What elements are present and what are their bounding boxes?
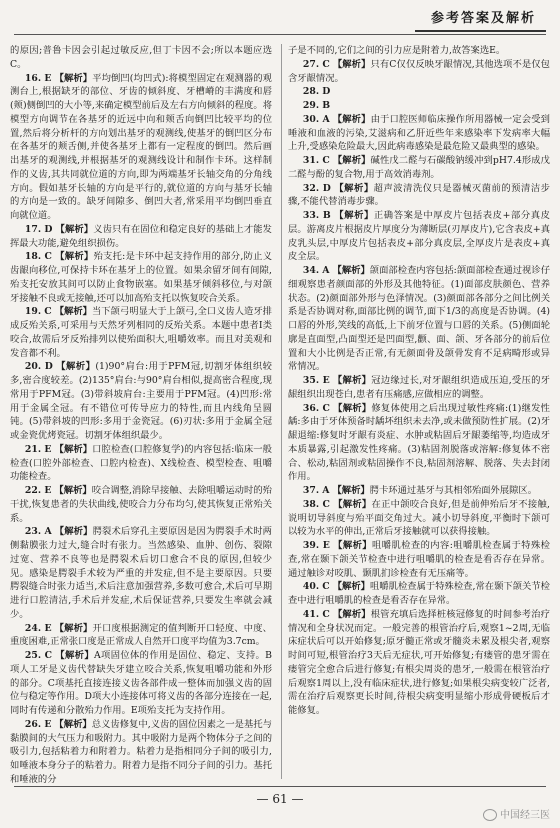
answer-paragraph [10, 72, 272, 223]
answer-paragraph [288, 374, 550, 402]
answer-paragraph [288, 99, 550, 113]
answer-text: A项固位体的作用是固位、稳定、支持。B项人工牙是义齿代替缺失牙建立咬合关系,恢复咀嚼功能和外形的部分。C项基托直接连接义齿各部件成一整体而加强义齿的固位与稳定等作用。D项大小连接体可将义齿的各部分连接在一起,同时有传递和分散殆力作用。E项殆支托为支持作用。 [10, 650, 272, 716]
answer-number: 17. D [24, 223, 53, 235]
answer-text: 当下颌弓明显大于上颌弓,全口义齿人造牙排成反殆关系,可采用与天然牙列相同的反殆关系。本题中患者Ⅰ类咬合,故需后牙反殆排列以使殆面积大,咀嚼效率。而且对美观和发音都不利。 [10, 306, 272, 359]
answer-paragraph [288, 580, 550, 608]
answer-number: 20. D [24, 361, 53, 373]
analysis-tag: 【解析】 [55, 223, 94, 235]
analysis-tag: 【解析】 [54, 485, 92, 496]
answer-paragraph [10, 484, 272, 525]
answer-number: 25. C [24, 650, 53, 661]
header-rule [14, 34, 546, 35]
answer-paragraph [10, 525, 272, 621]
answer-text: 腭卡环通过基牙与其相邻殆面外展隙区。 [369, 485, 538, 496]
page-number-value: 61 [272, 792, 288, 806]
analysis-tag: 【解析】 [54, 622, 93, 634]
answer-text: 超声波清洗仪只是器械灭菌前的预清洁步骤,不能代替消毒步骤。 [288, 182, 550, 208]
analysis-tag: 【解析】 [334, 210, 374, 221]
answer-text: 开口度根据测定的值判断开口轻度、中度、重度困难,正常张口度是正常成人自然开口度平均值为3.7cm。 [10, 622, 272, 648]
analysis-tag: 【解析】 [332, 608, 371, 620]
answer-paragraph [10, 360, 272, 443]
answer-paragraph [10, 250, 272, 305]
answer-number: 23. A [24, 526, 52, 538]
answer-text: 总义齿修复中,义齿的固位因素之一是基托与黏膜间的大气压力和吸附力。其中吸附力是两个物体分子之间的吸引力,包括粘着力和附着力。粘着力是指相同分子间的吸引力,如唾液本身分子的粘着力。附着力是指不同分子间的引力。基托和唾液的分 [10, 718, 272, 785]
analysis-tag: 【解析】 [333, 540, 373, 551]
answer-paragraph [10, 44, 272, 72]
answer-text: 殆支托:是卡环中起支持作用的部分,防止义齿龈向移位,可保持卡环在基牙上的位置。如果余留牙间有间隙,殆支托安放其间可以防止食物嵌塞。如果基牙倾斜移位,与对颌牙接触不良或无接触,还可以加高殆支托以恢复咬合关系。 [10, 251, 272, 304]
answer-number: 41. C [302, 608, 330, 620]
answer-text: 只有C仅仅反映牙龈情况,其他选项不是仅包含牙龈情况。 [288, 58, 550, 84]
column-divider [281, 44, 282, 779]
answer-number: 30. A [302, 113, 330, 125]
page-number: — 61 — [256, 792, 304, 806]
answer-paragraph [288, 264, 550, 374]
answer-paragraph [288, 182, 550, 210]
answer-paragraph [288, 539, 550, 580]
answer-number: 21. E [24, 443, 52, 455]
answer-number: 40. C [302, 581, 330, 593]
answer-number: 27. C [302, 58, 330, 70]
answer-number: 36. C [302, 402, 330, 414]
answer-number: 37. A [302, 485, 330, 496]
answer-number: 16. E [24, 72, 52, 84]
answer-number: 31. C [302, 155, 330, 166]
analysis-tag: 【解析】 [55, 251, 94, 263]
answer-text: 义齿只有在固位和稳定良好的基础上才能发挥最大功能,避免组织损伤。 [10, 223, 272, 249]
answer-number: 33. B [302, 210, 331, 221]
answer-text: 碱性戊二醛与石碳酸钠缓冲到pH7.4形成戊二醛与酚的复合物,用于高效消毒剂。 [288, 155, 550, 180]
answer-text: 咀嚼肌检查的内容:咀嚼肌检查属于特殊检查,常在颞下颌关节检查中进行咀嚼肌的检查是看否存在异常。通过触诊对咬肌、颞肌扪诊检查有无压痛等。 [288, 540, 550, 579]
answer-paragraph [288, 113, 550, 154]
answer-text: 的原因;普鲁卡因会引起过敏反应,但丁卡因不会;所以本题应选C。 [10, 45, 272, 70]
answer-paragraph [288, 484, 550, 498]
answer-paragraph [288, 608, 550, 718]
answer-number: 22. E [24, 485, 52, 496]
answer-text: 腭裂术后穿孔主要原因是因为腭裂手术时两侧黏膜张力过大,缝合时有张力。当然感染、血肿、创伤、裂隙过宽、营养不良等也是腭裂术后切口愈合不良的原因,但较少见。感染是腭裂手术较为严重的并发症,但不是主要原因。只要腭裂缝合时张力适当,术后注意加强营养,多数可愈合,术后可早期进行口腔清洁,手术后并发症,术后保证营养,只要发生率就会减少。 [10, 526, 272, 620]
answer-paragraph [288, 402, 550, 485]
answer-number: 34. A [302, 265, 330, 276]
answer-paragraph [10, 718, 272, 787]
answer-paragraph [10, 443, 272, 484]
answer-paragraph [288, 498, 550, 539]
answer-paragraph [10, 622, 272, 650]
answer-number: 38. C [302, 498, 330, 510]
analysis-tag: 【解析】 [56, 361, 96, 373]
right-column [288, 44, 550, 779]
answer-text: 由于口腔医师临床操作所用器械一定会受到唾液和血液的污染,艾滋病和乙肝近些年来感染率下发病率大幅上升,受感染危险最大,因此病毒感染是最危险又最典型的感染。 [288, 113, 550, 153]
answer-paragraph [288, 154, 550, 182]
analysis-tag: 【解析】 [332, 113, 371, 125]
analysis-tag: 【解析】 [334, 182, 374, 194]
answer-paragraph [10, 305, 272, 360]
answer-text: 子是不同的,它们之间的引力应是附着力,故答案选E。 [288, 45, 506, 56]
answer-text: 口腔检查(口腔修复学)的内容包括:临床一般检查(口腔外部检查、口腔内检查)、X线检查、模型检查、咀嚼功能检查。 [10, 443, 272, 483]
answer-text: 在正中颌咬合良好,但是前伸殆后牙不接触,说明切导斜度与殆平面交角过大。减小切导斜度,平衡时下颌可以较为水平的伸出,正常后牙接触就可以获得接触。 [288, 498, 550, 538]
answer-number: 24. E [24, 622, 52, 634]
answer-text: 咬合调整,消除早接触、去除咀嚼运动时的殆干扰,恢复患者的失状曲线,使咬合力分布均匀,使其恢复正常殆关系。 [10, 485, 272, 524]
answer-paragraph [288, 209, 550, 264]
answer-paragraph [288, 85, 550, 99]
analysis-tag: 【解析】 [332, 485, 370, 496]
analysis-tag: 【解析】 [333, 498, 372, 510]
analysis-tag: 【解析】 [54, 443, 93, 455]
left-column [10, 44, 272, 785]
answer-paragraph [10, 223, 272, 251]
analysis-tag: 【解析】 [54, 72, 93, 84]
answer-text: 冠边缘过长,对牙龈组织造成压迫,受压的牙龈组织出现苍白,患者有压痛感,应做相应的调整。 [288, 375, 550, 400]
analysis-tag: 【解析】 [332, 375, 372, 386]
answer-text: 修复体使用之后出现过敏性疼痛:(1)继发性龋:多由于牙体预备时龋坏组织未去净,或未做预防性扩展。(2)牙龈退缩:修复时牙龈有炎症、水肿或粘固后牙龈萎缩等,均造成牙本质暴露,引起激发性疼痛。(3)粘固剂脱落或溶解:修复体不密合、松动,粘固剂或粘固操作不良,粘固剂溶解、脱落、失去封闭作用。 [288, 402, 550, 483]
analysis-tag: 【解析】 [54, 526, 93, 538]
answer-number: 39. E [302, 540, 330, 551]
answer-number: 28. D [302, 86, 331, 98]
answer-text: 颌面部检查内容包括:颌面部检查通过视诊仔细观察患者颜面部的外形及其他特征。(1)面部皮肤颜色、营养状态。(2)颜面部外形与色泽情况。(3)颜面部各部分之间比例关系是否协调对称,面部比例的调节,面下1/3的高度是否协调。(4)口唇的外形,笑线的高低,上下前牙位置与口唇的关系。(5)侧面轮廓是直面型,凸面型还是凹面型,颧、面、颌、牙各部分的前后位置和大小比例是否正常,有无颜面骨及颌骨发育不足病畸形或异常情况。 [288, 265, 550, 373]
watermark [483, 806, 550, 821]
analysis-tag: 【解析】 [332, 265, 370, 276]
wechat-icon [483, 809, 497, 821]
header-title: 参考答案及解析 [415, 8, 546, 32]
analysis-tag: 【解析】 [54, 306, 92, 318]
analysis-tag: 【解析】 [55, 650, 94, 661]
answer-number: 19. C [24, 306, 52, 318]
answer-paragraph [288, 44, 550, 58]
analysis-tag: 【解析】 [332, 581, 370, 593]
answer-text: 平均倒凹(均凹式):将模型固定在观测器的观测台上,根据缺牙的部位、牙齿的倾斜度、牙槽嵴的丰满度和唇(颊)侧倒凹的大小等,来确定模型前后及左右方向倾斜的程度。将模型方向调节在各基牙的近远中向和颊舌向倒凹比较平均的位置,然后将分析杆的方向划出基牙的观测线,使基牙的倒凹区分布在各基牙的颊舌侧,并使各基牙上都有一定程度的倒凹。然后画出基牙的观测线,并根据基牙的观测线设计和制作卡环。这样制作的义齿,其共同就位道的方向,即为两端基牙长轴交角的分角线方向。假如基牙长轴的方向是平行的,就位道的方向与基牙长轴的方向是一致的。缺牙间隙多、倒凹大者,常采用平均倒凹垂直向就位道。 [10, 72, 272, 221]
answer-number: 18. C [24, 251, 52, 263]
answer-text: 咀嚼肌检查属于特殊检查,常在颞下颌关节检查中进行咀嚼肌的检查是看否存在异常。 [288, 581, 550, 606]
watermark-text: 中国经三医 [500, 810, 550, 821]
answer-number: 32. D [302, 182, 331, 194]
answer-number: 26. E [24, 718, 52, 730]
answer-text: 正确答案是中厚皮片包括表皮+部分真皮层。游离皮片根据皮片厚度分为薄断层(刃厚皮片),它含表皮+真皮乳头层,中厚皮片包括表皮+部分真皮层,全厚皮片是表皮+真皮全层。 [288, 210, 550, 263]
answer-text: 根管充填后选择桩核冠修复的时间参考治疗情况和全身状况而定。一般完善的根管治疗后,观察1~2周,无临床症状后可以开始修复;原牙髓正常或牙髓炎未累及根尖者,观察时间可短,根管治疗3天后无症状,可开始修复;有瘘管的患牙需在瘘管完全愈合后进行修复;有根尖周炎的患牙,一般需在根管治疗后观察1周以上,没有临床症状,进行修复;如果根尖病变较广泛者,需在治疗后观察更长时间,待根尖病变明显缩小形成骨硬板后才能修复。 [288, 608, 550, 716]
analysis-tag: 【解析】 [332, 155, 371, 166]
answer-paragraph [288, 58, 550, 86]
analysis-tag: 【解析】 [333, 402, 372, 414]
answer-paragraph [10, 649, 272, 718]
analysis-tag: 【解析】 [54, 718, 92, 730]
analysis-tag: 【解析】 [332, 58, 371, 70]
answer-number: 29. B [302, 100, 331, 111]
answer-number: 35. E [302, 375, 330, 386]
footer-rule [14, 786, 546, 787]
answer-text: (1)90°肩台:用于PFM冠,切割牙体组织较多,密合度较差。(2)135°肩台:与90°肩台相似,提高密合程度,现常用于PFM冠。(3)带斜坡肩台:主要用于PFM冠。(4)凹形:常用于金属全冠。有不错位可传导应力的特性,而且内线角呈圆钝。(5)带斜坡的凹形:多用于金瓷冠。(6)刃状:多用于金属全冠或金瓷优烤瓷冠。切割牙体组织最少。 [10, 361, 272, 441]
page-header [0, 0, 560, 40]
